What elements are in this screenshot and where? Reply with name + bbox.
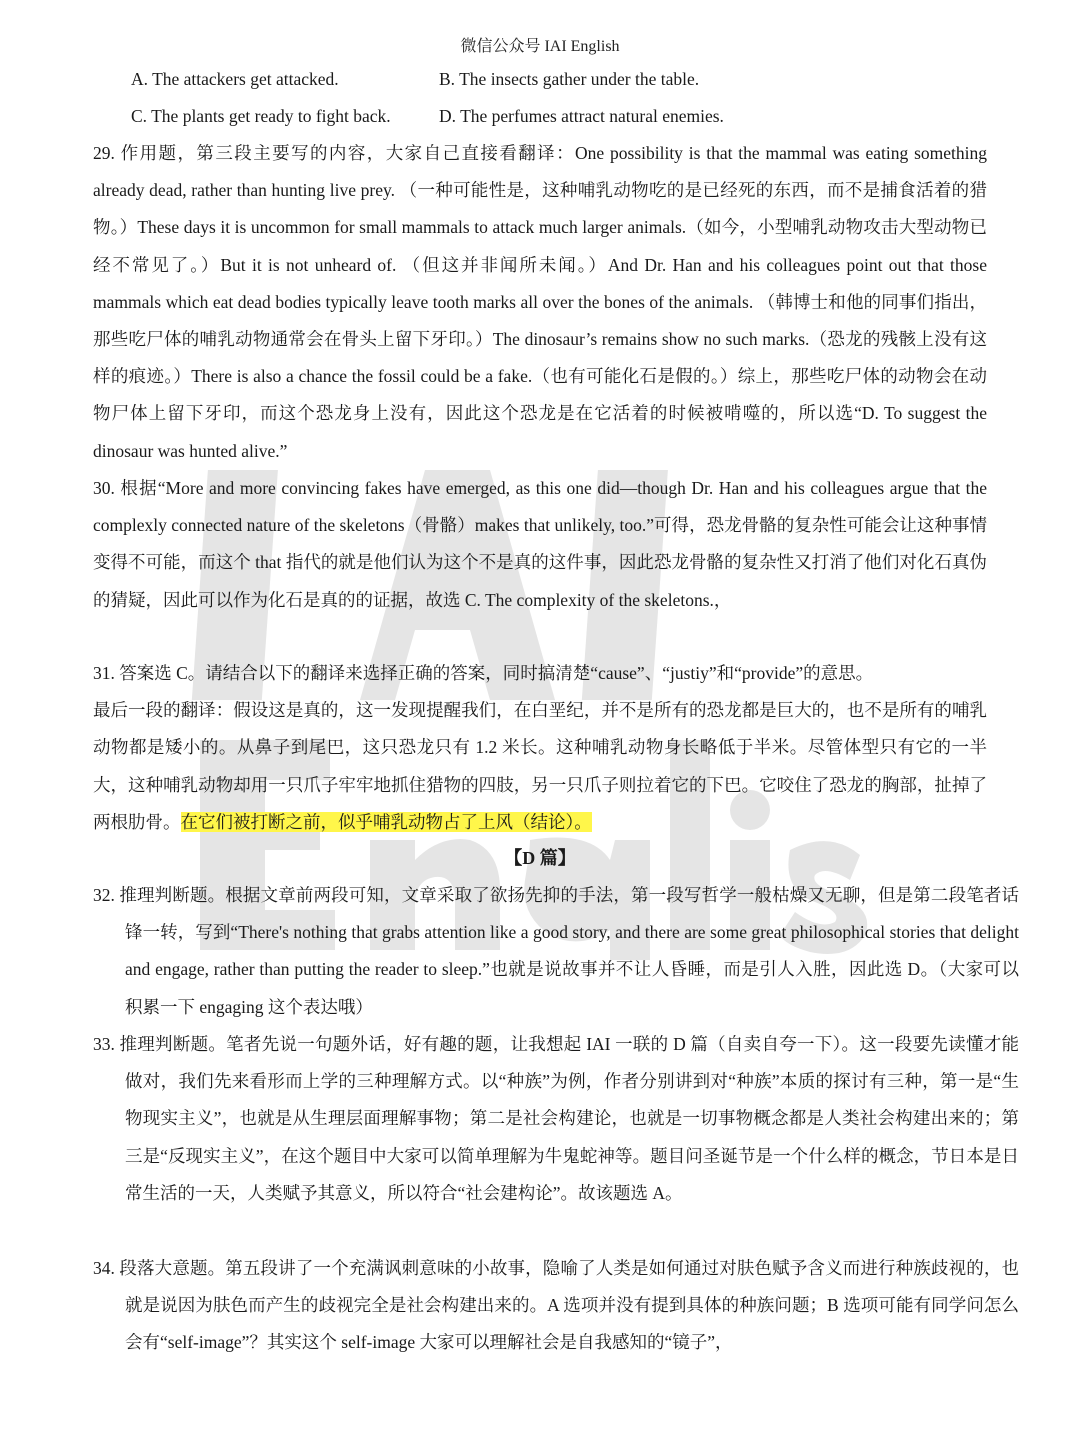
option-row xyxy=(131,61,724,98)
option-a: A. The attackers get attacked. xyxy=(131,69,339,89)
q31-translation-text: 最后一段的翻译：假设这是真的，这一发现提醒我们，在白垩纪，并不是所有的恐龙都是巨大的，也不是所有的哺乳动物都是矮小的。从鼻子到尾巴，这只恐龙只有 1.2 米长。这种哺乳动物身长略低于半米。尽管体型只有它的一半大，这种哺乳动物却用一只爪子牢牢地抓住猎物的四肢，另一只爪子则拉着它的下巴。它咬住了恐龙的胸部，扯掉了两根肋骨。 xyxy=(93,700,987,832)
q33-text: 33. 推理判断题。笔者先说一句题外话，好有趣的题，让我想起 IAI 一联的 D 篇（自卖自夸一下）。这一段要先读懂才能做对，我们先来看形而上学的三种理解方式。以“种族”为例，作者分别讲到对“种族”本质的探讨有三种，第一是“生物现实主义”，也就是从生理层面理解事物；第二是社会构建论，也就是一切事物概念都是人类社会构建出来的；第三是“反现实主义”，在这个题目中大家可以简单理解为牛鬼蛇神等。题目问圣诞节是一个什么样的概念，节日本是日常生活的一天，人类赋予其意义，所以符合“社会建构论”。故该题选 A。 xyxy=(93,1034,1019,1203)
q31-paragraph xyxy=(93,655,987,841)
q30-text: 30. 根据“More and more convincing fakes have emerged, as this one did—though Dr. Han and his colleagues argue that the complexly connected nature of the skeletons（骨骼）makes that unlikely, too.”可得，恐龙骨骼的复杂性可能会让这种事情变得不可能，而这个 that 指代的就是他们认为这个不是真的这件事，因此恐龙骨骼的复杂性又打消了他们对化石真伪的猜疑，因此可以作为化石是真的的证据，故选 C. The complexity of the skeletons.， xyxy=(93,478,987,610)
q30-paragraph xyxy=(93,470,987,619)
option-b: B. The insects gather under the table. xyxy=(439,69,700,89)
page-header: 微信公众号 IAI English xyxy=(460,38,620,55)
q33-paragraph xyxy=(93,1026,1019,1212)
q31-translation xyxy=(93,692,987,841)
q34-paragraph xyxy=(93,1250,1019,1362)
q31-line: 31. 答案选 C。请结合以下的翻译来选择正确的答案，同时搞清楚“cause”、“justiy”和“provide”的意思。 xyxy=(93,663,874,683)
q32-paragraph xyxy=(93,877,1019,1026)
option-row xyxy=(131,98,724,135)
highlighted-conclusion: 在它们被打断之前，似乎哺乳动物占了上风（结论）。 xyxy=(180,811,592,832)
option-c: C. The plants get ready to fight back. xyxy=(131,106,391,126)
section-d-heading: 【D 篇】 xyxy=(504,848,576,868)
q34-text: 34. 段落大意题。第五段讲了一个充满讽刺意味的小故事，隐喻了人类是如何通过对肤色赋予含义而进行种族歧视的，也就是说因为肤色而产生的歧视完全是社会构建出来的。A 选项并没有提到具体的种族问题；B 选项可能有同学问怎么会有“self-image”？其实这个 self-image 大家可以理解社会是自我感知的“镜子”， xyxy=(93,1258,1019,1353)
q29-text: 29. 作用题，第三段主要写的内容，大家自己直接看翻译：One possibility is that the mammal was eating something already dead, rather than hunting live prey. （一种可能性是，这种哺乳动物吃的是已经死的东西，而不是捕食活着的猎物。）These days it is uncommon for small mammals to attack much larger animals.（如今，小型哺乳动物攻击大型动物已经不常见了。）But it is not unheard of. （但这并非闻所未闻。）And Dr. Han and his colleagues point out that those mammals which eat dead bodies typically leave tooth marks all over the bones of the animals. （韩博士和他的同事们指出，那些吃尸体的哺乳动物通常会在骨头上留下牙印。）The dinosaur’s remains show no such marks.（恐龙的残骸上没有这样的痕迹。）There is also a chance the fossil could be a fake.（也有可能化石是假的。）综上，那些吃尸体的动物会在动物尸体上留下牙印，而这个恐龙身上没有，因此这个恐龙是在它活着的时候被啃噬的，所以选“D. To suggest the dinosaur was hunted alive.” xyxy=(93,143,987,461)
answer-options xyxy=(131,61,724,135)
q29-paragraph xyxy=(93,135,987,470)
q32-text: 32. 推理判断题。根据文章前两段可知，文章采取了欲扬先抑的手法，第一段写哲学一般枯燥又无聊，但是第二段笔者话锋一转，写到“There's nothing that grabs attention like a good story, and there are some great philosophical stories that delight and engage, rather than putting the reader to sleep.”也就是说故事并不让人昏睡，而是引人入胜，因此选 D。（大家可以积累一下 engaging 这个表达哦） xyxy=(93,885,1019,1017)
option-d: D. The perfumes attract natural enemies. xyxy=(439,106,724,126)
